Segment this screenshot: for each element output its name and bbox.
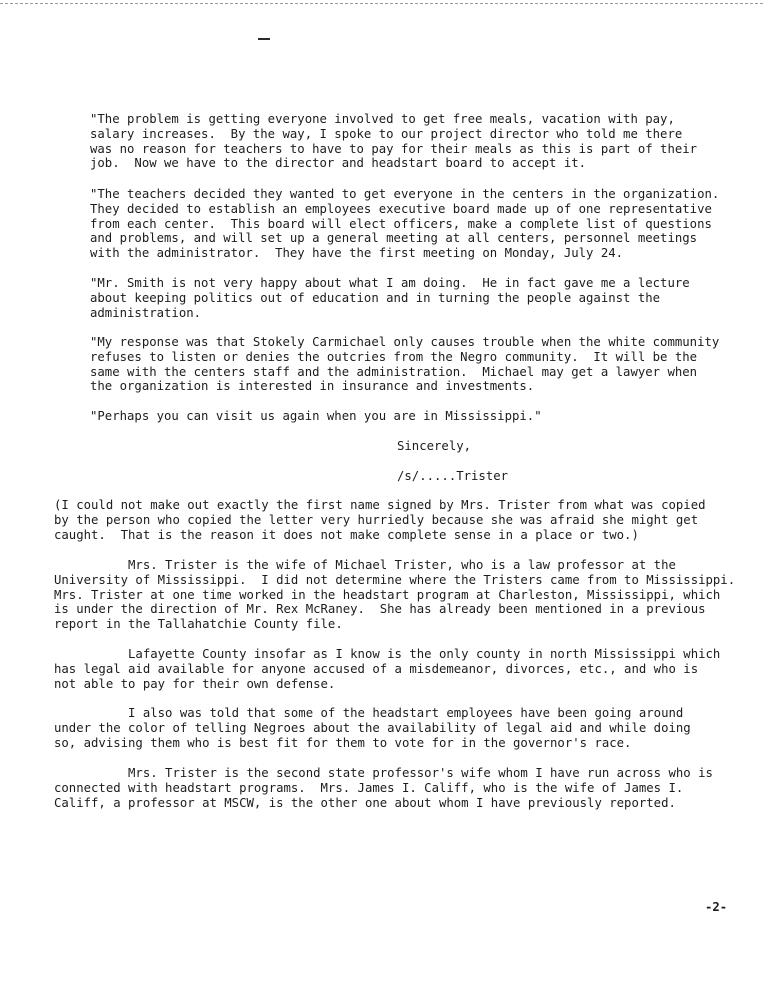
report-paragraph-3: Lafayette County insofar as I know is the only county in north Mississippi which has legal aid available for anyone accused of a misdemeanor, divorces, etc., and who is not able to pay for their own defense. bbox=[54, 647, 721, 691]
letter-paragraph-4: "My response was that Stokely Carmichael only causes trouble when the white community refuses to listen or denies the outcries from the Negro community. It will be the same with the centers staff and the administration. Michael may get a lawyer when the organization is interested in insurance and investments. bbox=[90, 335, 720, 394]
report-paragraph-4: I also was told that some of the headstart employees have been going around under the color of telling Negroes about the availability of legal aid and while doing so, advising them who is best fit for them to vote for in the governor's race. bbox=[54, 706, 691, 750]
letter-paragraph-2: "The teachers decided they wanted to get everyone in the centers in the organization. They decided to establish an employees executive board made up of one representative from each center. This board will elect officers, make a complete list of questions and problems, and will set up a general meeting at all centers, personnel meetings with the administrator. They have the first meeting on Monday, July 24. bbox=[90, 187, 720, 261]
letter-signature: /s/.....Trister bbox=[397, 469, 509, 483]
stray-mark bbox=[258, 38, 270, 40]
letter-closing: Sincerely, bbox=[397, 439, 472, 453]
letter-paragraph-3: "Mr. Smith is not very happy about what I am doing. He in fact gave me a lecture about keeping politics out of education and in turning the people against the administration. bbox=[90, 276, 690, 320]
report-paragraph-2: Mrs. Trister is the wife of Michael Trister, who is a law professor at the University of Mississippi. I did not determine where the Tristers came from to Mississippi. Mrs. Trister at one time worked in the headstart program at Charleston, Mississippi, which is under the direction of Mr. Rex McRaney. She has already been mentioned in a previous report in the Tallahatchie County file. bbox=[54, 558, 736, 632]
letter-paragraph-5: "Perhaps you can visit us again when you are in Mississippi." bbox=[90, 409, 542, 423]
page-number: -2- bbox=[705, 900, 728, 914]
page-top-edge bbox=[0, 3, 763, 4]
report-paragraph-1: (I could not make out exactly the first name signed by Mrs. Trister from what was copied by the person who copied the letter very hurriedly because she was afraid she might get caught. That is the reason it does not make complete sense in a place or two.) bbox=[54, 498, 706, 542]
letter-paragraph-1: "The problem is getting everyone involved to get free meals, vacation with pay, salary increases. By the way, I spoke to our project director who told me there was no reason for teachers to have to pay for their meals as this is part of their job. Now we have to the director and headstart board to accept it. bbox=[90, 112, 698, 171]
report-paragraph-5: Mrs. Trister is the second state professor's wife whom I have run across who is connected with headstart programs. Mrs. James I. Califf, who is the wife of James I. Califf, a professor at MSCW, is the other one about whom I have previously reported. bbox=[54, 766, 713, 810]
